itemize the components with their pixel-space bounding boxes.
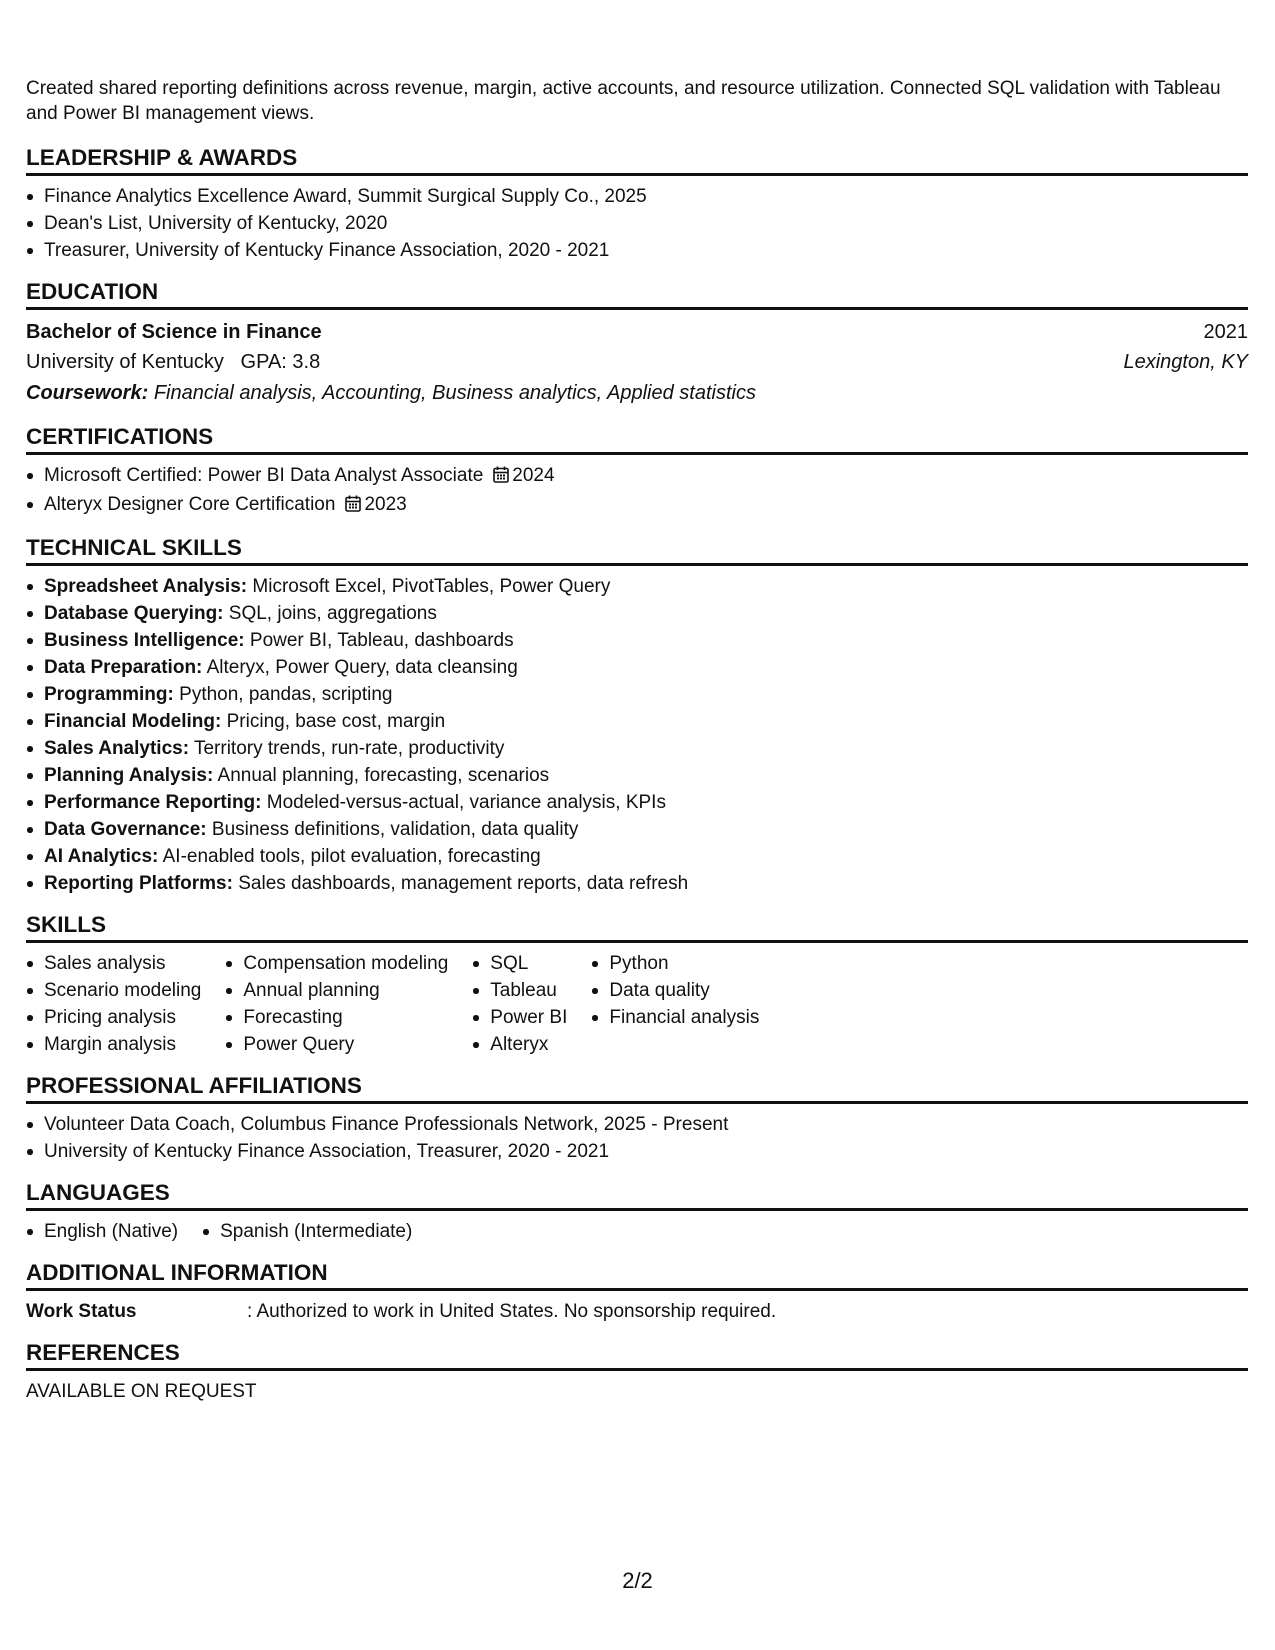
- skill-category: Business Intelligence:: [44, 630, 245, 651]
- certification-year: 2024: [512, 465, 555, 486]
- section-title-technical-skills: TECHNICAL SKILLS: [26, 534, 1248, 566]
- certification-name: Microsoft Certified: Power BI Data Analyst Associate: [44, 465, 484, 486]
- education-school-row: [26, 347, 1248, 377]
- calendar-icon: [493, 464, 509, 491]
- certifications-list: [26, 462, 1248, 520]
- page-number: 2/2: [622, 1568, 653, 1593]
- skill-category: Database Querying:: [44, 603, 224, 624]
- skill-item: Alteryx: [472, 1031, 567, 1058]
- skills-column: [26, 950, 201, 1058]
- skill-item: Power BI: [472, 1004, 567, 1031]
- certification-item: [26, 491, 1248, 520]
- skill-values: Pricing, base cost, margin: [226, 711, 446, 732]
- skill-item: Tableau: [472, 977, 567, 1004]
- list-item: [26, 573, 1248, 600]
- additional-info-section: [26, 1259, 1248, 1325]
- skill-values: Business definitions, validation, data quality: [211, 819, 579, 840]
- skill-category: Reporting Platforms:: [44, 873, 233, 894]
- skill-item: Margin analysis: [26, 1031, 201, 1058]
- languages-section: [26, 1179, 1248, 1245]
- language-item: Spanish (Intermediate): [202, 1218, 412, 1245]
- skill-values: Sales dashboards, management reports, data refresh: [238, 873, 689, 894]
- list-item: Volunteer Data Coach, Columbus Finance Professionals Network, 2025 - Present: [26, 1111, 1248, 1138]
- affiliations-list: [26, 1111, 1248, 1165]
- affiliations-section: [26, 1072, 1248, 1165]
- skill-values: Python, pandas, scripting: [179, 684, 393, 705]
- skill-values: SQL, joins, aggregations: [228, 603, 437, 624]
- technical-skills-list: [26, 573, 1248, 897]
- skill-category: Financial Modeling:: [44, 711, 222, 732]
- skill-item: Annual planning: [225, 977, 448, 1004]
- skill-item: SQL: [472, 950, 567, 977]
- skill-category: Programming:: [44, 684, 174, 705]
- certifications-section: [26, 423, 1248, 520]
- skill-item: Forecasting: [225, 1004, 448, 1031]
- skills-grid: [26, 950, 1248, 1058]
- section-title-skills: SKILLS: [26, 911, 1248, 943]
- skills-section: [26, 911, 1248, 1058]
- languages-list: [26, 1218, 1248, 1245]
- list-item: [26, 681, 1248, 708]
- list-item: [26, 600, 1248, 627]
- list-item: [26, 654, 1248, 681]
- list-item: [26, 843, 1248, 870]
- skill-item: Python: [591, 950, 759, 977]
- list-item: [26, 708, 1248, 735]
- resume-page: [26, 76, 1248, 1419]
- list-item: [26, 816, 1248, 843]
- list-item: [26, 627, 1248, 654]
- gpa: GPA: 3.8: [240, 351, 321, 373]
- list-item: [26, 870, 1248, 897]
- experience-summary-text: Created shared reporting definitions across revenue, margin, active accounts, and resource utilization. Connected SQL validation with Tableau and Power BI management views.: [26, 78, 1221, 124]
- section-title-education: EDUCATION: [26, 278, 1248, 310]
- section-title-leadership-awards: LEADERSHIP & AWARDS: [26, 144, 1248, 176]
- education-degree-row: [26, 317, 1248, 347]
- technical-skills-section: [26, 534, 1248, 897]
- skill-category: Data Governance:: [44, 819, 207, 840]
- school-line: [26, 347, 320, 377]
- work-status-row: [26, 1298, 1248, 1325]
- list-item: University of Kentucky Finance Association, Treasurer, 2020 - 2021: [26, 1138, 1248, 1165]
- skills-column: [472, 950, 567, 1058]
- skill-category: Sales Analytics:: [44, 738, 190, 759]
- skill-values: Microsoft Excel, PivotTables, Power Query: [252, 576, 611, 597]
- calendar-icon: [345, 493, 361, 520]
- skill-values: Alteryx, Power Query, data cleansing: [206, 657, 518, 678]
- skill-values: Territory trends, run-rate, productivity: [193, 738, 505, 759]
- skill-category: Data Preparation:: [44, 657, 203, 678]
- certification-item: [26, 462, 1248, 491]
- leadership-awards-section: [26, 144, 1248, 264]
- coursework-line: [26, 377, 1248, 409]
- skill-item: Data quality: [591, 977, 759, 1004]
- skill-item: Sales analysis: [26, 950, 201, 977]
- skills-column: [225, 950, 448, 1058]
- school-location: Lexington, KY: [1123, 351, 1248, 373]
- skill-item: Scenario modeling: [26, 977, 201, 1004]
- skill-category: AI Analytics:: [44, 846, 159, 867]
- skill-values: Power BI, Tableau, dashboards: [249, 630, 514, 651]
- coursework-label: Coursework:: [26, 382, 149, 404]
- skill-item: Pricing analysis: [26, 1004, 201, 1031]
- degree-name: Bachelor of Science in Finance: [26, 321, 322, 343]
- skill-values: Annual planning, forecasting, scenarios: [217, 765, 550, 786]
- section-title-references: REFERENCES: [26, 1339, 1248, 1371]
- certification-name: Alteryx Designer Core Certification: [44, 494, 336, 515]
- list-item: [26, 789, 1248, 816]
- coursework-text: Financial analysis, Accounting, Business analytics, Applied statistics: [153, 382, 756, 404]
- references-text: AVAILABLE ON REQUEST: [26, 1381, 257, 1402]
- skill-item: Compensation modeling: [225, 950, 448, 977]
- section-title-affiliations: PROFESSIONAL AFFILIATIONS: [26, 1072, 1248, 1104]
- section-title-additional-info: ADDITIONAL INFORMATION: [26, 1259, 1248, 1291]
- skill-values: AI-enabled tools, pilot evaluation, forecasting: [162, 846, 541, 867]
- skills-column: [591, 950, 759, 1058]
- skill-item: Financial analysis: [591, 1004, 759, 1031]
- awards-list: [26, 183, 1248, 264]
- school-name: University of Kentucky: [26, 351, 224, 373]
- list-item: Treasurer, University of Kentucky Finance Association, 2020 - 2021: [26, 237, 1248, 264]
- references-section: [26, 1339, 1248, 1405]
- certification-year: 2023: [364, 494, 407, 515]
- list-item: Finance Analytics Excellence Award, Summit Surgical Supply Co., 2025: [26, 183, 1248, 210]
- skill-category: Spreadsheet Analysis:: [44, 576, 248, 597]
- section-title-certifications: CERTIFICATIONS: [26, 423, 1248, 455]
- list-item: Dean's List, University of Kentucky, 2020: [26, 210, 1248, 237]
- graduation-year: 2021: [1203, 321, 1248, 343]
- language-item: English (Native): [26, 1218, 178, 1245]
- work-status-label: Work Status: [26, 1301, 137, 1322]
- section-title-languages: LANGUAGES: [26, 1179, 1248, 1211]
- list-item: [26, 762, 1248, 789]
- skill-category: Performance Reporting:: [44, 792, 262, 813]
- education-section: [26, 278, 1248, 409]
- list-item: [26, 735, 1248, 762]
- skill-item: Power Query: [225, 1031, 448, 1058]
- work-status-value: : Authorized to work in United States. No sponsorship required.: [247, 1301, 777, 1322]
- skill-category: Planning Analysis:: [44, 765, 214, 786]
- skill-values: Modeled-versus-actual, variance analysis, KPIs: [266, 792, 666, 813]
